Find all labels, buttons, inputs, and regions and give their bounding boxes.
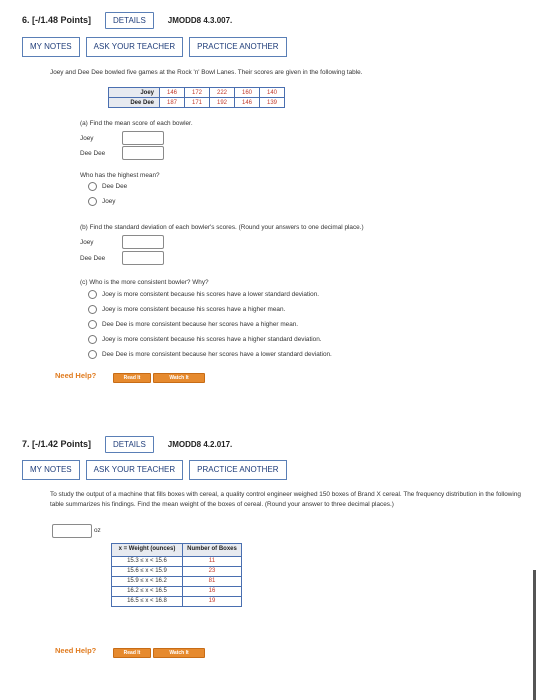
weight-range-cell: 16.2 ≤ x < 16.5 <box>112 586 183 596</box>
q6-practice-another-button[interactable]: PRACTICE ANOTHER <box>189 37 286 57</box>
vertical-scrollbar[interactable] <box>533 570 536 700</box>
weight-range-cell: 15.9 ≤ x < 16.2 <box>112 576 183 586</box>
q6-watch-it-button[interactable]: Watch It <box>153 373 205 383</box>
q7-ask-teacher-button[interactable]: ASK YOUR TEACHER <box>86 460 184 480</box>
q6-prompt: Joey and Dee Dee bowled five games at the Rock 'n' Bowl Lanes. Their scores are given in the following table. <box>50 69 363 76</box>
score-cell: 139 <box>260 98 285 108</box>
q7-prompt: To study the output of a machine that fills boxes with cereal, a quality control engineer weighed 150 boxes of Brand X cereal. The frequency distribution in the following table summarizes his findings. Find the mean weight of the boxes of cereal. (Round your answer to three decimal places.) <box>50 491 521 508</box>
q6-sd-joey-input[interactable] <box>122 235 164 249</box>
q6-part-a-deedee-label: Dee Dee <box>80 150 106 157</box>
table-row <box>112 586 242 596</box>
box-count-cell: 16 <box>183 586 242 596</box>
q6-need-help-label: Need Help? <box>55 371 97 380</box>
q6-highest-option-deedee[interactable]: Dee Dee <box>88 182 127 191</box>
box-count-cell: 19 <box>183 596 242 606</box>
q7-mean-weight-input[interactable] <box>52 524 92 538</box>
score-cell: 140 <box>260 88 285 98</box>
box-count-cell: 23 <box>183 566 242 576</box>
weight-range-cell: 16.5 ≤ x < 16.8 <box>112 596 183 606</box>
radio-icon[interactable] <box>88 305 97 314</box>
q6-consistent-option-5[interactable]: Dee Dee is more consistent because her scores have a lower standard deviation. <box>88 350 332 359</box>
radio-icon[interactable] <box>88 197 97 206</box>
box-count-cell: 11 <box>183 556 242 566</box>
table-row <box>112 576 242 586</box>
q6-sd-deedee-input[interactable] <box>122 251 164 265</box>
table-row <box>109 98 285 108</box>
q6-mean-deedee-input[interactable] <box>122 146 164 160</box>
weight-range-cell: 15.3 ≤ x < 15.6 <box>112 556 183 566</box>
q6-code: JMODD8 4.3.007. <box>167 15 233 25</box>
q6-mean-joey-input[interactable] <box>122 131 164 145</box>
q6-consistent-option-4[interactable]: Joey is more consistent because his scores have a higher standard deviation. <box>88 335 322 344</box>
q6-ask-teacher-button[interactable]: ASK YOUR TEACHER <box>86 37 184 57</box>
weight-range-cell: 15.6 ≤ x < 15.9 <box>112 566 183 576</box>
table-row <box>109 88 285 98</box>
q7-code: JMODD8 4.2.017. <box>167 439 233 449</box>
q6-part-b-prompt: (b) Find the standard deviation of each bowler's scores. (Round your answers to one decimal place.) <box>80 224 364 231</box>
q6-part-b-joey-label: Joey <box>80 239 94 246</box>
q6-part-b-deedee-label: Dee Dee <box>80 255 106 262</box>
score-cell: 192 <box>210 98 235 108</box>
q7-header <box>22 433 232 455</box>
score-cell: 171 <box>185 98 210 108</box>
q6-highest-option-joey[interactable]: Joey <box>88 197 116 206</box>
score-cell: 172 <box>185 88 210 98</box>
q6-part-a-prompt: (a) Find the mean score of each bowler. <box>80 120 193 127</box>
q6-toolbar <box>22 37 287 57</box>
score-cell: 146 <box>235 98 260 108</box>
table-row <box>112 596 242 606</box>
q6-consistent-option-1[interactable]: Joey is more consistent because his scores have a lower standard deviation. <box>88 290 319 299</box>
q6-number: 6. [-/1.48 Points] <box>22 15 92 25</box>
score-cell: 187 <box>160 98 185 108</box>
q6-highest-prompt: Who has the highest mean? <box>80 172 160 179</box>
column-header-count: Number of Boxes <box>183 544 242 557</box>
q7-my-notes-button[interactable]: MY NOTES <box>22 460 80 480</box>
table-row <box>112 566 242 576</box>
radio-icon[interactable] <box>88 182 97 191</box>
box-count-cell: 81 <box>183 576 242 586</box>
q7-read-it-button[interactable]: Read It <box>113 648 151 658</box>
q6-my-notes-button[interactable]: MY NOTES <box>22 37 80 57</box>
q7-number: 7. [-/1.42 Points] <box>22 439 92 449</box>
q7-watch-it-button[interactable]: Watch It <box>153 648 205 658</box>
radio-icon[interactable] <box>88 335 97 344</box>
radio-icon[interactable] <box>88 350 97 359</box>
score-cell: 146 <box>160 88 185 98</box>
q6-read-it-button[interactable]: Read It <box>113 373 151 383</box>
row-label-joey: Joey <box>109 88 160 98</box>
q6-part-a-joey-label: Joey <box>80 135 94 142</box>
q6-consistent-option-3[interactable]: Dee Dee is more consistent because her scores have a higher mean. <box>88 320 298 329</box>
score-cell: 222 <box>210 88 235 98</box>
q7-practice-another-button[interactable]: PRACTICE ANOTHER <box>189 460 286 480</box>
q6-scores-table <box>108 87 285 108</box>
radio-icon[interactable] <box>88 320 97 329</box>
q7-need-help-label: Need Help? <box>55 646 97 655</box>
q7-toolbar <box>22 460 287 480</box>
q6-details-button[interactable]: DETAILS <box>105 12 154 29</box>
q6-consistent-option-2[interactable]: Joey is more consistent because his scores have a higher mean. <box>88 305 285 314</box>
score-cell: 160 <box>235 88 260 98</box>
row-label-deedee: Dee Dee <box>109 98 160 108</box>
table-row <box>112 556 242 566</box>
q6-header <box>22 9 232 31</box>
q7-details-button[interactable]: DETAILS <box>105 436 154 453</box>
q7-frequency-table <box>111 543 242 607</box>
q7-unit-label: oz <box>94 527 101 534</box>
column-header-weight: x = Weight (ounces) <box>112 544 183 557</box>
radio-icon[interactable] <box>88 290 97 299</box>
table-header-row <box>112 544 242 557</box>
q6-part-c-prompt: (c) Who is the more consistent bowler? Why? <box>80 279 209 286</box>
